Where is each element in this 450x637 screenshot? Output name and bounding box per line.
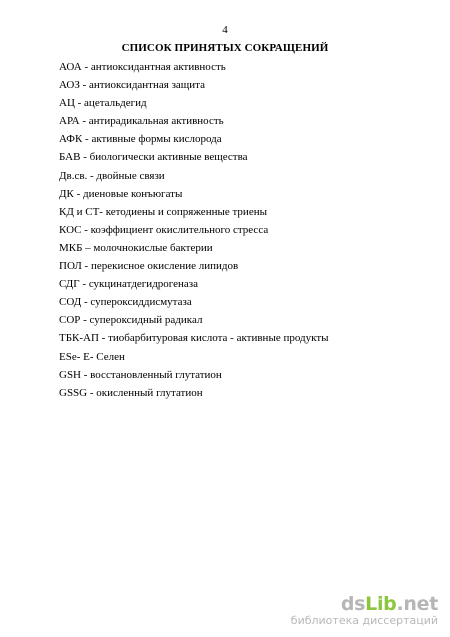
abbreviation-item: МКБ – молочнокислые бактерии xyxy=(59,241,213,254)
abbreviation-item: СДГ - сукцинатдегидрогеназа xyxy=(59,278,199,291)
abbreviation-item: АРА - антирадикальная активность xyxy=(59,115,224,128)
abbreviation-item: ДК - диеновые конъюгаты xyxy=(59,187,183,200)
abbreviation-item: АЦ - ацетальдегид xyxy=(59,97,147,110)
abbreviation-item: АФК - активные формы кислорода xyxy=(59,133,222,146)
abbreviation-item: ESe- Е- Селен xyxy=(59,350,125,363)
abbreviation-item: GSSG - окисленный глутатион xyxy=(59,386,203,399)
abbreviation-item: Дв.св. - двойные связи xyxy=(59,169,165,182)
logo-net: .net xyxy=(396,593,438,615)
abbreviation-item: КОС - коэффициент окислительного стресса xyxy=(59,223,269,236)
page-number: 4 xyxy=(222,24,228,36)
abbreviation-list xyxy=(59,60,329,404)
abbreviation-item: GSH - восстановленный глутатион xyxy=(59,368,222,381)
abbreviation-item: АОА - антиоксидантная активность xyxy=(59,61,226,73)
abbreviation-item: СОР - супероксидный радикал xyxy=(59,314,203,327)
abbreviation-item: ТБК-АП - тиобарбитуровая кислота - активные продукты xyxy=(59,332,329,345)
page-title: СПИСОК ПРИНЯТЫХ СОКРАЩЕНИЙ xyxy=(121,42,329,54)
abbreviation-item: АОЗ - антиоксидантная защита xyxy=(59,79,205,92)
abbreviation-item: ПОЛ - перекисное окисление липидов xyxy=(59,260,239,273)
abbreviation-item: КД и СТ- кетодиены и сопряженные триены xyxy=(59,205,267,218)
logo-lib: Lib xyxy=(365,593,397,615)
watermark[interactable] xyxy=(291,594,438,627)
watermark-caption: библиотека диссертаций xyxy=(290,614,438,627)
dslib-logo[interactable] xyxy=(291,594,438,614)
logo-ds: ds xyxy=(340,593,366,615)
abbreviation-item: БАВ - биологически активные вещества xyxy=(59,151,248,164)
abbreviation-item: СОД - супероксиддисмутаза xyxy=(59,296,192,309)
